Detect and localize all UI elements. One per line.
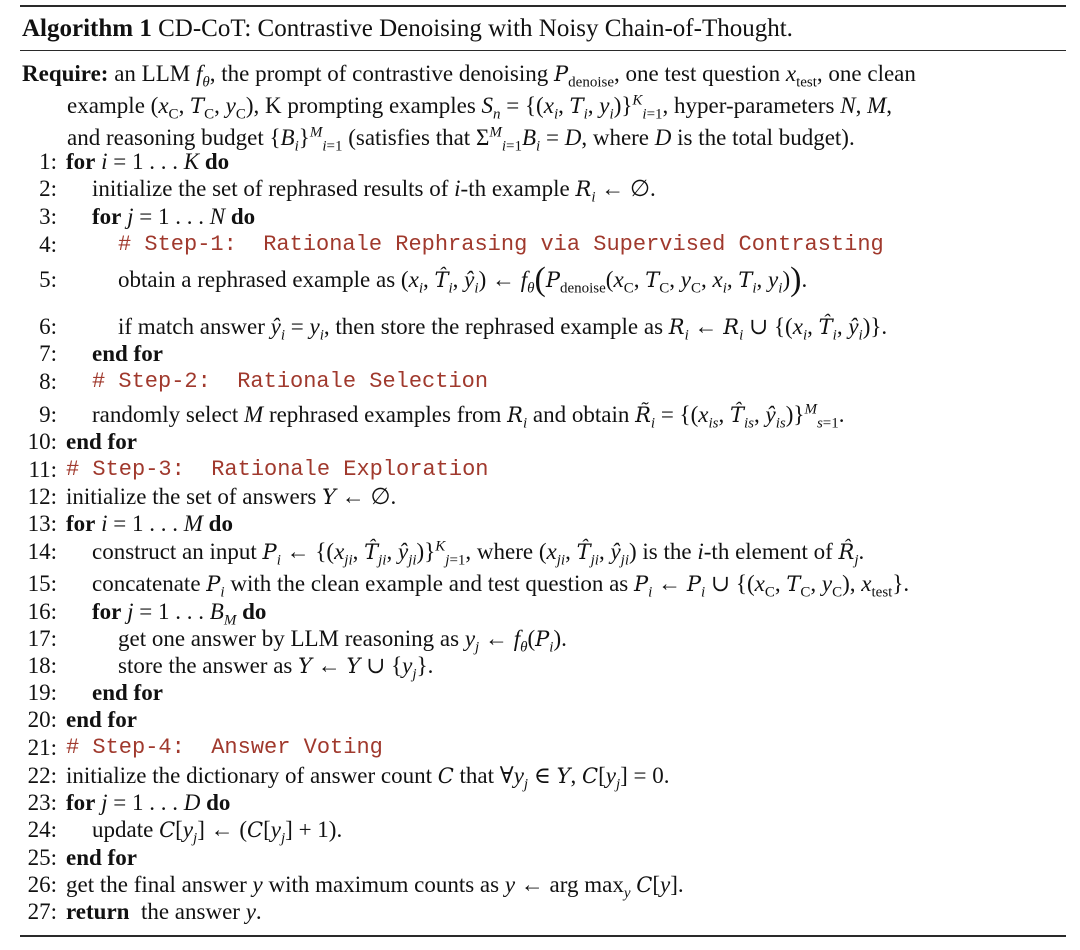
line-number: 14: <box>27 539 57 564</box>
line-number: 1: <box>39 149 57 174</box>
keyword-do: do <box>230 204 256 229</box>
line-number: 12: <box>27 484 57 509</box>
caption-rule <box>20 50 1066 51</box>
line-text: obtain a rephrased example as <box>118 267 396 292</box>
line-text: if match answer <box>118 314 265 339</box>
keyword-do: do <box>206 790 231 815</box>
line-number: 27: <box>27 899 57 924</box>
require-line-3: and reasoning budget $\{B_i\}^M_{i=1}$ (satisfies that $\Sigma^M_{i=1}B_i = D$, where D is the total budget). <box>67 124 855 155</box>
line-number: 15: <box>27 571 57 596</box>
line-number: 22: <box>27 763 57 788</box>
line-number: 3: <box>39 204 57 229</box>
line-text: , where <box>465 539 534 564</box>
line-number: 16: <box>27 599 57 624</box>
keyword-do: do <box>208 511 233 536</box>
line-text: -th element of <box>703 539 833 564</box>
line-text: with maximum counts as <box>268 872 500 897</box>
line-text: update <box>92 817 154 842</box>
algorithm-caption <box>22 14 793 44</box>
line-text: initialize the dictionary of answer count <box>66 763 432 788</box>
keyword-for: for <box>92 204 122 229</box>
require-text: and reasoning budget <box>67 125 264 150</box>
line-text: initialize the set of answers <box>66 484 317 509</box>
line-number: 6: <box>39 314 57 339</box>
keyword-end-for: end for <box>66 707 137 732</box>
line-number: 2: <box>39 176 57 201</box>
require-text: , hyper-parameters <box>662 93 835 118</box>
line-text: -th example <box>460 176 570 201</box>
line-text: is the <box>642 539 692 564</box>
keyword-for: for <box>66 149 96 174</box>
line-text: randomly select <box>92 402 239 427</box>
line-text: construct an input <box>92 539 257 564</box>
line-number: 4: <box>39 232 57 257</box>
require-line-1: Require: an LLM $f_\theta$, the prompt of contrastive denoising $P_{denoise}$, one test question $x_{test}$, one clean <box>22 61 916 91</box>
keyword-do: do <box>242 599 267 624</box>
keyword-end-for: end for <box>66 845 137 870</box>
line-number: 21: <box>27 735 57 760</box>
line-number: 5: <box>39 267 57 292</box>
line-text: initialize the set of rephrased results of <box>92 176 449 201</box>
require-text: , the prompt of contrastive denoising <box>209 61 549 86</box>
line-number: 10: <box>27 429 57 454</box>
line-text: get the final answer <box>66 872 247 897</box>
require-block <box>22 58 1068 153</box>
keyword-for: for <box>66 790 96 815</box>
step-2-comment: # Step-2: Rationale Selection <box>92 369 489 394</box>
line-text: rephrased examples from <box>268 402 502 427</box>
keyword-return: return <box>66 899 130 924</box>
line-number: 25: <box>27 845 57 870</box>
require-text: , where <box>581 125 650 150</box>
keyword-do: do <box>204 149 230 174</box>
line-text: store the answer as <box>118 653 293 678</box>
line-number: 23: <box>27 790 57 815</box>
top-rule <box>20 5 1066 7</box>
line-number: 20: <box>27 707 57 732</box>
line-text: , then store the rephrased example as <box>323 314 664 339</box>
require-keyword: Require: <box>22 61 109 86</box>
keyword-for: for <box>66 511 96 536</box>
line-number: 11: <box>28 457 57 482</box>
require-text: is the total budget). <box>677 125 855 150</box>
algorithm-title: CD-CoT: Contrastive Denoising with Noisy Chain-of-Thought. <box>158 15 793 42</box>
require-text: example <box>67 93 145 118</box>
line-text: the answer <box>140 899 240 924</box>
line-text: with the clean example and test question as <box>230 571 629 596</box>
require-text: , one test question <box>614 61 781 86</box>
line-number: 19: <box>27 680 57 705</box>
step-4-comment: # Step-4: Answer Voting <box>66 735 383 760</box>
line-text: and obtain <box>532 402 630 427</box>
bottom-rule <box>20 935 1066 937</box>
require-text: , K prompting examples <box>253 93 476 118</box>
keyword-end-for: end for <box>92 680 163 705</box>
line-number: 8: <box>39 369 57 394</box>
line-number: 9: <box>39 402 57 427</box>
keyword-end-for: end for <box>92 341 163 366</box>
require-text: an LLM <box>114 61 191 86</box>
line-number: 24: <box>27 817 57 842</box>
line-number: 13: <box>27 511 57 536</box>
line-number: 7: <box>39 341 57 366</box>
step-3-comment: # Step-3: Rationale Exploration <box>66 457 489 482</box>
require-text: (satisfies that <box>348 125 471 150</box>
line-text: get one answer by LLM reasoning as <box>118 626 460 651</box>
line-text: concatenate <box>92 571 201 596</box>
line-text: that <box>459 763 495 788</box>
algorithm-label: Algorithm 1 <box>22 15 152 42</box>
keyword-end-for: end for <box>66 429 137 454</box>
line-number: 17: <box>27 626 57 651</box>
step-1-comment: # Step-1: Rationale Rephrasing via Supervised Contrasting <box>118 232 884 257</box>
line-number: 18: <box>27 653 57 678</box>
line-number: 26: <box>27 872 57 897</box>
require-text: , one clean <box>816 61 916 86</box>
require-line-2: example ($x_C$, $T_C$, $y_C$), K prompting examples $S_n = \{(x_i$, $T_i$, $y_i)\}^K_{i=1}$, hyper-parameters N, M, <box>67 92 893 123</box>
keyword-for: for <box>92 599 122 624</box>
